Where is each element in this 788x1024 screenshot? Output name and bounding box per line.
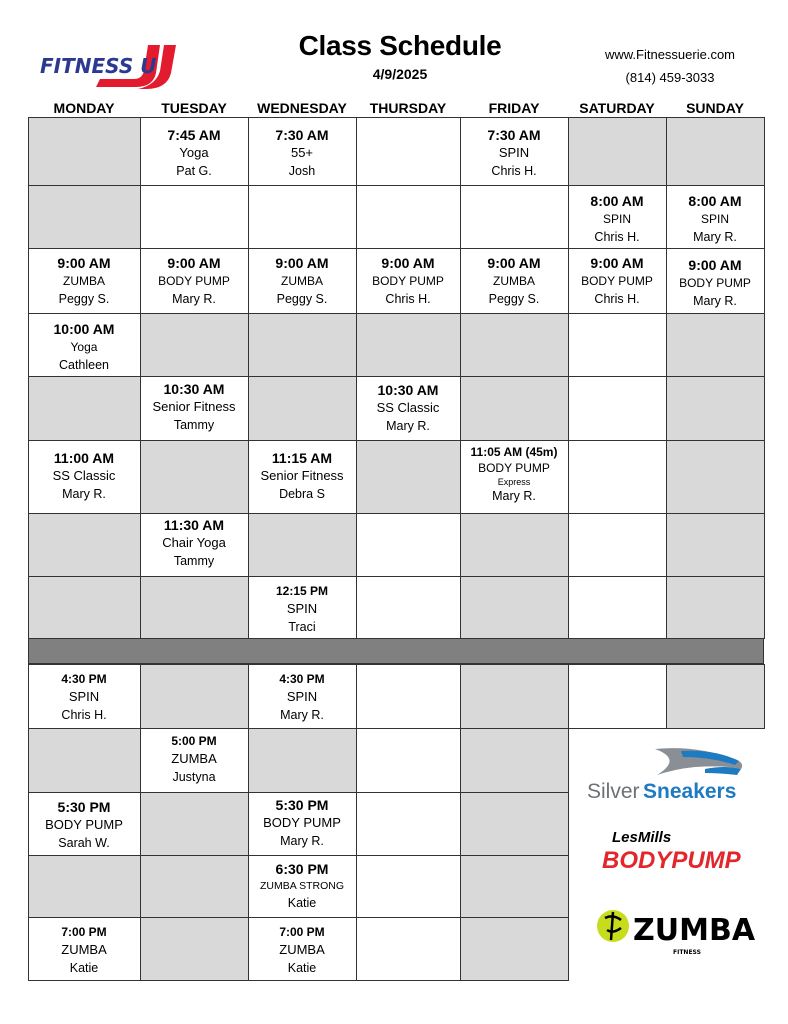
class-time: 9:00 AM [167,255,221,271]
class-time: 8:00 AM [688,193,742,209]
class-name: SPIN [286,689,318,704]
grid-cell [28,117,141,186]
class-name: Yoga [179,145,209,160]
grid-cell [248,513,357,577]
class-wed-900 [248,249,356,313]
class-tue-1030 [140,377,248,440]
grid-cell [460,513,569,577]
class-instructor: Chris H. [385,292,431,306]
grid-cell [666,313,765,377]
class-name: ZUMBA STRONG [259,880,344,892]
midday-divider [28,638,764,664]
ss-silver: Silver [587,780,640,803]
grid-cell [568,576,667,639]
class-time: 11:00 AM [53,450,115,466]
class-name: ZUMBA [63,274,105,288]
class-time: 9:00 AM [590,255,644,271]
day-header-wednesday: WEDNESDAY [257,100,347,116]
grid-cell [460,313,569,377]
class-instructor: Chris H. [61,708,107,722]
grid-cell [28,728,141,793]
grid-cell [460,917,569,981]
class-mon-700 [28,918,140,980]
grid-cell [140,185,249,249]
silversneakers-logo [585,745,755,805]
class-tue-900 [140,249,248,313]
class-mon-1100 [28,441,140,513]
day-header-thursday: THURSDAY [369,100,447,116]
grid-cell [140,664,249,729]
class-name: Yoga [70,340,98,354]
class-wed-730 [248,118,356,185]
grid-cell [28,576,141,639]
class-instructor: Mary R. [693,294,737,308]
class-name: SS Classic [376,400,440,415]
fitness-u-logo [38,43,180,89]
class-time: 9:00 AM [57,255,111,271]
grid-cell [568,440,667,514]
grid-cell [140,313,249,377]
class-name: BODY PUMP [478,461,550,475]
class-wed-630 [248,856,356,917]
class-name: BODY PUMP [158,274,230,288]
class-instructor: Peggy S. [488,292,540,306]
class-instructor: Chris H. [594,230,640,244]
class-time: 10:30 AM [163,381,225,397]
grid-cell [248,313,357,377]
class-name: ZUMBA [493,274,535,288]
grid-cell [28,513,141,577]
class-time: 8:00 AM [590,193,644,209]
grid-cell [356,576,461,639]
grid-cell [460,376,569,441]
lesmills-bodypump-logo [600,826,745,876]
class-time: 12:15 PM [275,584,329,598]
ss-sneakers: Sneakers [643,780,737,803]
grid-cell [568,376,667,441]
class-time: 4:30 PM [279,672,325,686]
class-name: Chair Yoga [162,535,226,550]
class-time: 11:05 AM (45m) [470,445,558,459]
class-time: 5:30 PM [57,799,111,815]
class-name: ZUMBA [171,751,217,766]
grid-cell [28,185,141,249]
class-instructor: Cathleen [58,358,110,372]
grid-cell [666,117,765,186]
grid-cell [460,855,569,918]
class-time: 7:45 AM [167,127,221,143]
class-instructor: Mary R. [386,419,430,433]
class-instructor: Debra S [279,487,325,501]
class-name: BODY PUMP [45,817,123,832]
class-instructor: Pat G. [176,164,212,178]
class-instructor: Traci [288,620,316,634]
class-name: Senior Fitness [152,399,236,414]
class-instructor: Katie [69,961,99,975]
class-name: ZUMBA [61,942,107,957]
zumba-logo [595,904,756,959]
grid-cell [666,376,765,441]
website-text: www.Fitnessuerie.com [604,47,736,62]
class-instructor: Peggy S. [58,292,110,306]
class-time: 6:30 PM [275,861,329,877]
class-wed-700 [248,918,356,980]
class-instructor: Peggy S. [276,292,328,306]
grid-cell [460,664,569,729]
class-name: 55+ [290,145,314,160]
day-header-monday: MONDAY [53,100,115,116]
class-fri-900 [460,249,568,313]
class-instructor: Chris H. [491,164,537,178]
class-wed-1215 [248,577,356,638]
class-time: 9:00 AM [487,255,541,271]
class-note: Express [497,477,531,487]
grid-cell [248,185,357,249]
class-instructor: Josh [288,164,316,178]
class-time: 5:30 PM [275,797,329,813]
class-tue-500 [140,729,248,792]
day-header-saturday: SATURDAY [579,100,655,116]
class-fri-1105 [460,441,568,513]
class-name: BODY PUMP [372,274,444,288]
grid-cell [356,917,461,981]
logo-text: FITNESS U [40,54,157,78]
class-instructor: Justyna [172,770,216,784]
class-time: 7:00 PM [279,925,325,939]
page-title: Class Schedule [298,30,502,61]
class-name: BODY PUMP [679,276,751,290]
grid-cell [460,792,569,856]
day-header-sunday: SUNDAY [686,100,744,116]
grid-cell [28,855,141,918]
class-instructor: Sarah W. [58,836,110,850]
phone-text: (814) 459-3033 [625,70,715,85]
grid-cell [140,576,249,639]
day-header-friday: FRIDAY [488,100,540,116]
class-time: 7:30 AM [487,127,541,143]
class-tue-745 [140,118,248,185]
class-sat-800 [568,186,666,248]
grid-cell [568,313,667,377]
class-name: SPIN [68,689,100,704]
class-wed-1115 [248,441,356,513]
grid-cell [356,117,461,186]
grid-cell [140,855,249,918]
class-time: 7:30 AM [275,127,329,143]
grid-cell [356,313,461,377]
grid-cell [140,792,249,856]
class-name: SPIN [602,212,631,226]
grid-cell [568,664,667,729]
class-time: 11:15 AM [271,450,333,466]
class-instructor: Chris H. [594,292,640,306]
grid-cell [666,440,765,514]
grid-cell [356,664,461,729]
grid-cell [28,376,141,441]
class-thu-900 [356,249,460,313]
grid-cell [140,917,249,981]
class-sat-900 [568,249,666,313]
class-time: 11:30 AM [163,517,225,533]
grid-cell [568,513,667,577]
class-name: ZUMBA [279,942,325,957]
day-header-tuesday: TUESDAY [161,100,227,116]
class-name: SPIN [700,212,729,226]
class-mon-1000 [28,314,140,376]
grid-cell [460,185,569,249]
grid-cell [248,376,357,441]
class-name: BODY PUMP [581,274,653,288]
class-instructor: Tammy [173,554,215,568]
zumba-fitness-text: FITNESS [673,949,701,956]
class-instructor: Mary R. [62,487,106,501]
class-time: 4:30 PM [61,672,107,686]
grid-cell [140,440,249,514]
class-thu-1030 [356,377,460,440]
schedule-date: 4/9/2025 [372,66,428,82]
class-sun-800 [666,186,764,248]
grid-cell [356,792,461,856]
class-fri-730 [460,118,568,185]
class-instructor: Mary R. [172,292,216,306]
grid-cell [356,185,461,249]
class-time: 9:00 AM [275,255,329,271]
grid-cell [568,117,667,186]
class-wed-430 [248,665,356,728]
grid-cell [356,855,461,918]
grid-cell [248,728,357,793]
grid-cell [460,576,569,639]
class-name: SPIN [498,145,530,160]
grid-cell [356,440,461,514]
class-instructor: Mary R. [492,489,536,503]
class-time: 5:00 PM [171,734,217,748]
grid-cell [356,513,461,577]
class-mon-430 [28,665,140,728]
grid-cell [666,513,765,577]
grid-cell [666,576,765,639]
class-instructor: Katie [287,961,317,975]
grid-cell [356,728,461,793]
class-name: ZUMBA [281,274,323,288]
grid-cell [460,728,569,793]
class-mon-900 [28,249,140,313]
class-tue-1130 [140,514,248,576]
class-time: 7:00 PM [61,925,107,939]
class-time: 10:00 AM [53,321,115,337]
class-name: Senior Fitness [260,468,344,483]
class-instructor: Mary R. [280,834,324,848]
class-time: 10:30 AM [377,382,439,398]
class-instructor: Katie [287,896,317,910]
class-time: 9:00 AM [688,257,742,273]
class-time: 9:00 AM [381,255,435,271]
zumba-text: ZUMBA [633,913,756,948]
bodypump-text: BODYPUMP [602,847,741,874]
class-mon-530 [28,793,140,855]
class-sun-900 [666,249,764,313]
lesmills-text: LesMills [612,829,672,846]
class-instructor: Mary R. [280,708,324,722]
class-instructor: Tammy [173,418,215,432]
class-name: BODY PUMP [263,815,341,830]
class-instructor: Mary R. [693,230,737,244]
class-name: SPIN [286,601,318,616]
class-wed-530 [248,793,356,855]
grid-cell [666,664,765,729]
class-name: SS Classic [52,468,116,483]
